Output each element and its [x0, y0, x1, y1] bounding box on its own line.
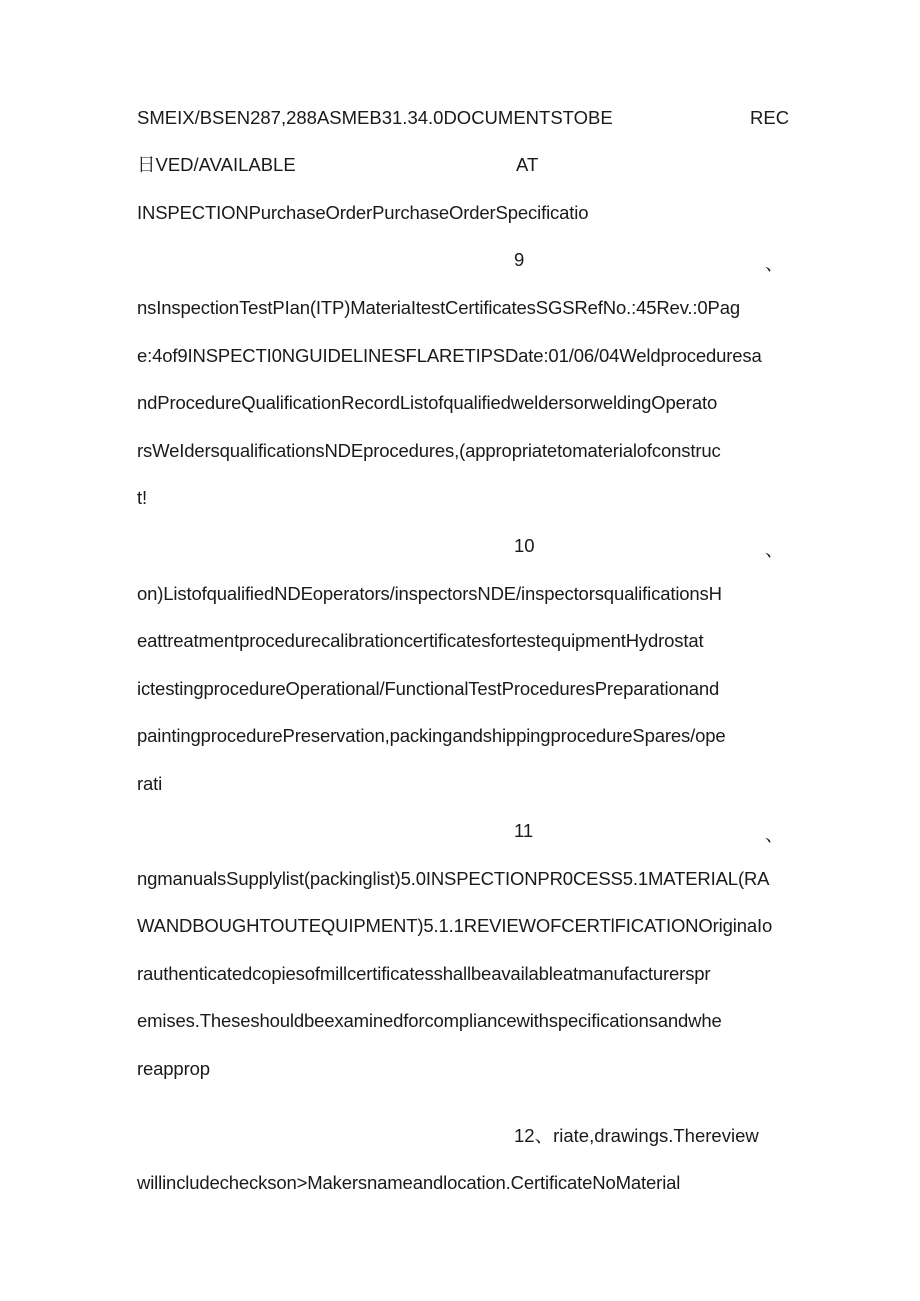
text-line: WANDBOUGHTOUTEQUIPMENT)5.1.1REVIEWOFCERTlFICATIONOriginaIo — [137, 915, 773, 936]
text-line: willincludecheckson>Makersnameandlocation.CertificateNoMaterial — [137, 1172, 681, 1193]
separator-mark: 、 — [765, 253, 784, 274]
text-line: nsInspectionTestPIan(ITP)MateriaItestCertificatesSGSRefNo.:45Rev.:0Pag — [137, 297, 741, 318]
text-line: eattreatmentprocedurecalibrationcertificatesfortestequipmentHydrostat — [137, 630, 704, 651]
separator-mark: 、 — [765, 824, 784, 845]
text-line: paintingprocedurePreservation,packingandshippingprocedureSpares/ope — [137, 725, 726, 746]
text-line: rsWeIdersqualificationsNDEprocedures,(appropriatetomaterialofconstruc — [137, 440, 721, 461]
page-number: 10 — [514, 535, 535, 556]
separator-mark: 、 — [765, 539, 784, 560]
text-line: 12、riate,drawings.Thereview — [514, 1125, 759, 1146]
text-line: SMEIX/BSEN287,288ASMEB31.34.0DOCUMENTSTOBE — [137, 107, 613, 128]
page-number: 9 — [514, 249, 525, 270]
text-line: reapprop — [137, 1058, 210, 1079]
text-line: ictestingprocedureOperational/FunctionalTestProceduresPreparationand — [137, 678, 720, 699]
text-line: 日VED/AVAILABLE — [137, 154, 296, 175]
text-line: INSPECTIONPurchaseOrderPurchaseOrderSpecificatio — [137, 202, 589, 223]
page-number: 11 — [514, 820, 534, 841]
text-line: AT — [516, 154, 539, 175]
text-line: on)ListofqualifiedNDEoperators/inspectorsNDE/inspectorsqualificationsH — [137, 583, 722, 604]
text-line: rauthenticatedcopiesofmillcertificatesshallbeavailableatmanufacturerspr — [137, 963, 711, 984]
text-line: t! — [137, 487, 147, 508]
text-line: e:4of9INSPECTI0NGUIDELINESFLARETIPSDate:01/06/04Weldproceduresa — [137, 345, 762, 366]
text-line: ndProcedureQualificationRecordListofqualifiedweldersorweldingOperato — [137, 392, 718, 413]
text-line: rati — [137, 773, 163, 794]
text-line: emises.Theseshouldbeexaminedforcompliancewithspecificationsandwhe — [137, 1010, 722, 1031]
text-line: ngmanualsSupplylist(packinglist)5.0INSPECTIONPR0CESS5.1MATERIAL(RA — [137, 868, 770, 889]
text-line: REC — [750, 107, 790, 128]
